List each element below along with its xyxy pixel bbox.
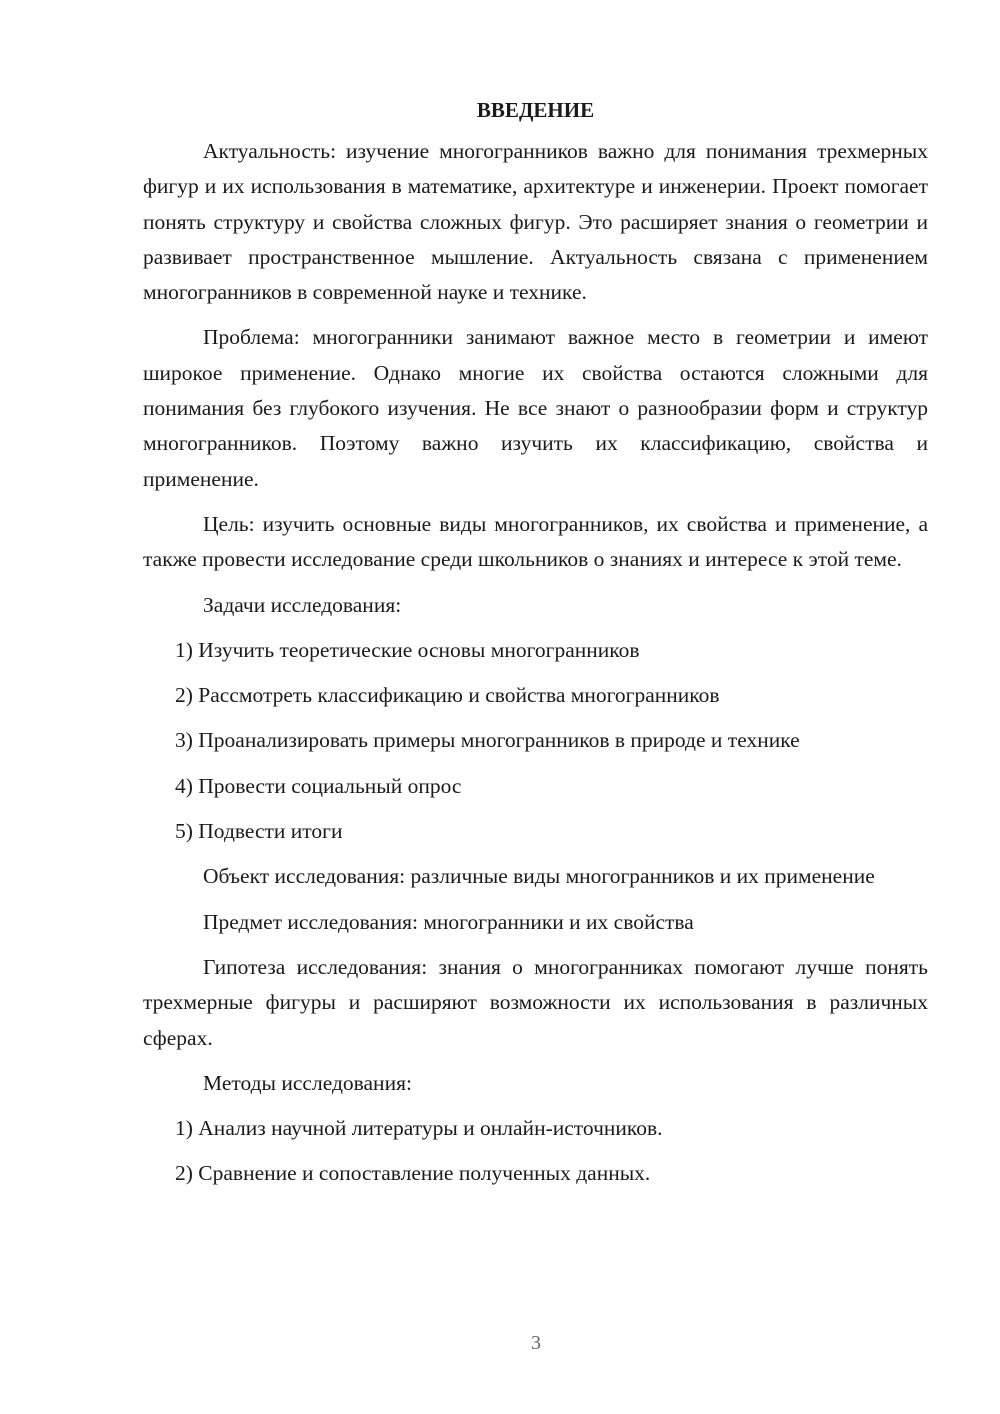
page-number: 3 [531,1332,541,1354]
method-item-1: 1) Анализ научной литературы и онлайн-источников. [175,1116,663,1141]
problem-paragraph: Проблема: многогранники занимают важное место в геометрии и имеют широкое применение. Однако многие их свойства остаются сложными для понимания без глубокого изучения. Не все знают о разнообразии форм и структур многогранников. Поэтому важно изучить их классификацию, свойства и применение. [143,325,928,491]
goal-paragraph: Цель: изучить основные виды многогранников, их свойства и применение, а также провести исследование среди школьников о знаниях и интересе к этой теме. [143,511,928,572]
subject-paragraph: Предмет исследования: многогранники и их свойства [203,909,694,934]
task-item-5: 5) Подвести итоги [175,819,343,844]
methods-heading: Методы исследования: [203,1070,412,1095]
hypothesis-paragraph: Гипотеза исследования: знания о многогранниках помогают лучше понять трехмерные фигуры и расширяют возможности их использования в различных сферах. [143,954,928,1050]
task-item-3: 3) Проанализировать примеры многогранников в природе и технике [175,728,800,753]
task-item-1: 1) Изучить теоретические основы многогранников [175,637,640,662]
relevance-paragraph: Актуальность: изучение многогранников важно для понимания трехмерных фигур и их использования в математике, архитектуре и инженерии. Проект помогает понять структуру и свойства сложных фигур. Это расширяет знания о геометрии и развивает пространственное мышление. Актуальность связана с применением многогранников в современной науке и технике. [143,139,928,305]
object-paragraph: Объект исследования: различные виды многогранников и их применение [203,864,875,889]
section-title: ВВЕДЕНИЕ [476,98,595,122]
task-item-4: 4) Провести социальный опрос [175,773,462,798]
method-item-2: 2) Сравнение и сопоставление полученных данных. [175,1161,651,1186]
task-item-2: 2) Рассмотреть классификацию и свойства многогранников [175,683,720,708]
tasks-heading: Задачи исследования: [203,592,402,617]
document-page [143,92,928,1202]
